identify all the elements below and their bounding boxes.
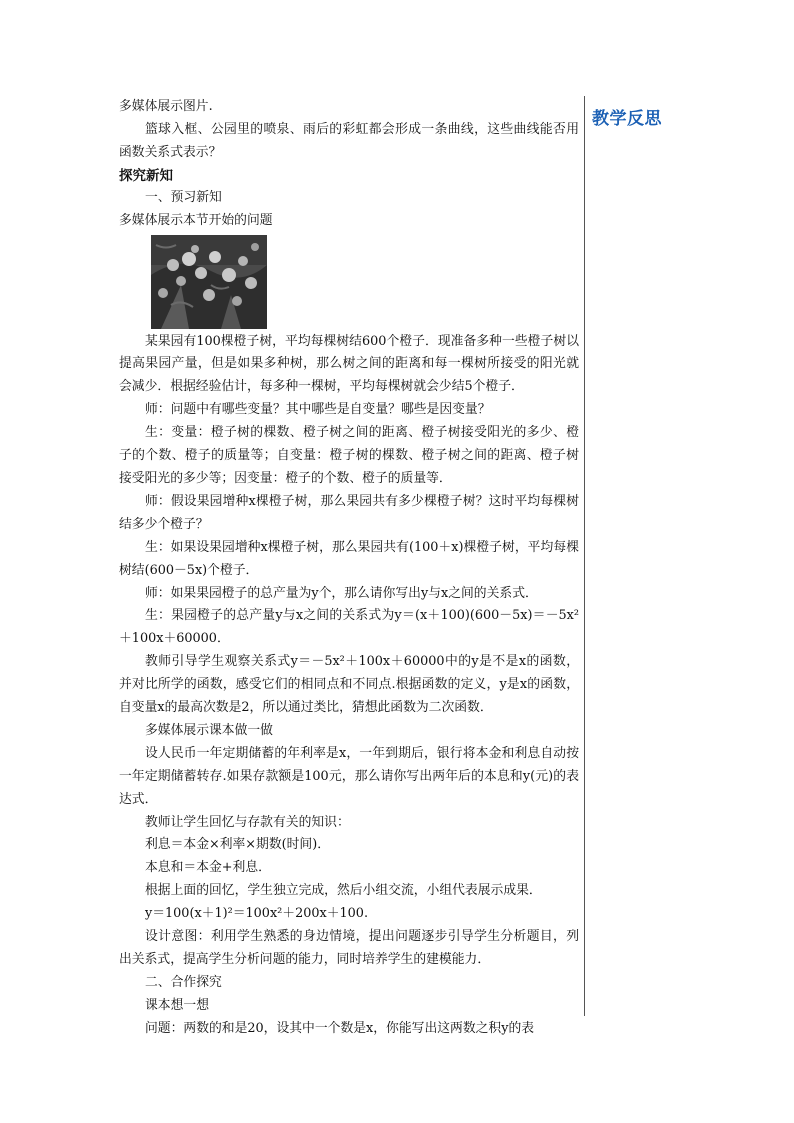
reflection-column bbox=[592, 104, 772, 129]
paragraph: 篮球入框、公园里的喷泉、雨后的彩虹都会形成一条曲线，这些曲线能否用函数关系式表示？ bbox=[119, 121, 579, 160]
orange-tree-photo bbox=[151, 235, 267, 329]
paragraph: 师：如果果园橙子的总产量为y个，那么请你写出y与x之间的关系式． bbox=[145, 585, 538, 601]
paragraph: 多媒体展示本节开始的问题 bbox=[119, 212, 273, 228]
formula: 利息＝本金×利率×期数(时间)． bbox=[145, 837, 330, 853]
paragraph: 课本想一想 bbox=[145, 997, 209, 1013]
formula: 本息和＝本金+利息． bbox=[145, 860, 271, 876]
paragraph: 师：假设果园增种x棵橙子树，那么果园共有多少棵橙子树？这时平均每棵树结多少个橙子？ bbox=[119, 493, 579, 532]
paragraph: 多媒体展示课本做一做 bbox=[145, 722, 273, 738]
paragraph: 设人民币一年定期储蓄的年利率是x，一年到期后，银行将本金和利息自动按一年定期储蓄转存.如果存款额是100元，那么请你写出两年后的本息和y(元)的表达式． bbox=[119, 745, 579, 807]
paragraph: 生：果园橙子的总产量y与x之间的关系式为y＝(x＋100)(600－5x)＝－5x²＋100x＋60000． bbox=[119, 608, 579, 647]
section-heading: 探究新知 bbox=[119, 167, 173, 184]
reflection-title: 教学反思 bbox=[592, 109, 662, 129]
paragraph: 师：问题中有哪些变量？其中哪些是自变量？哪些是因变量？ bbox=[145, 402, 491, 418]
paragraph: 某果园有100棵橙子树，平均每棵树结600个橙子．现准备多种一些橙子树以提高果园产量，但是如果多种树，那么树之间的距离和每一棵树所接受的阳光就会减少．根据经验估计，每多种一棵树，平均每棵树就会少结5个橙子． bbox=[119, 333, 579, 395]
lesson-content bbox=[119, 96, 579, 1041]
paragraph: 多媒体展示图片. bbox=[119, 99, 213, 114]
paragraph: 生：如果设果园增种x棵橙子树，那么果园共有(100＋x)棵橙子树，平均每棵树结(600－5x)个橙子． bbox=[119, 539, 579, 578]
column-divider bbox=[584, 96, 585, 1016]
paragraph: 教师引导学生观察关系式y＝－5x²＋100x＋60000中的y是不是x的函数，并对比所学的函数，感受它们的相同点和不同点.根据函数的定义，y是x的函数，自变量x的最高次数是2，所以通过类比，猜想此函数为二次函数． bbox=[119, 654, 579, 716]
paragraph: 教师让学生回忆与存款有关的知识： bbox=[145, 814, 350, 830]
formula: y＝100(x＋1)²＝100x²＋200x＋100. bbox=[145, 906, 369, 922]
paragraph: 设计意图：利用学生熟悉的身边情境，提出问题逐步引导学生分析题目，列出关系式，提高学生分析问题的能力，同时培养学生的建模能力． bbox=[119, 929, 579, 967]
paragraph: 生：变量：橙子树的棵数、橙子树之间的距离、橙子树接受阳光的多少、橙子的个数、橙子的质量等；自变量：橙子树的棵数、橙子树之间的距离、橙子树接受阳光的多少等；因变量：橙子的个数、橙子的质量等． bbox=[119, 425, 579, 486]
subsection-heading: 二、合作探究 bbox=[145, 974, 222, 990]
paragraph: 根据上面的回忆，学生独立完成，然后小组交流，小组代表展示成果． bbox=[145, 883, 542, 899]
paragraph: 问题：两数的和是20，设其中一个数是x，你能写出这两数之积y的表 bbox=[145, 1020, 535, 1036]
subsection-heading: 一、预习新知 bbox=[145, 189, 222, 205]
